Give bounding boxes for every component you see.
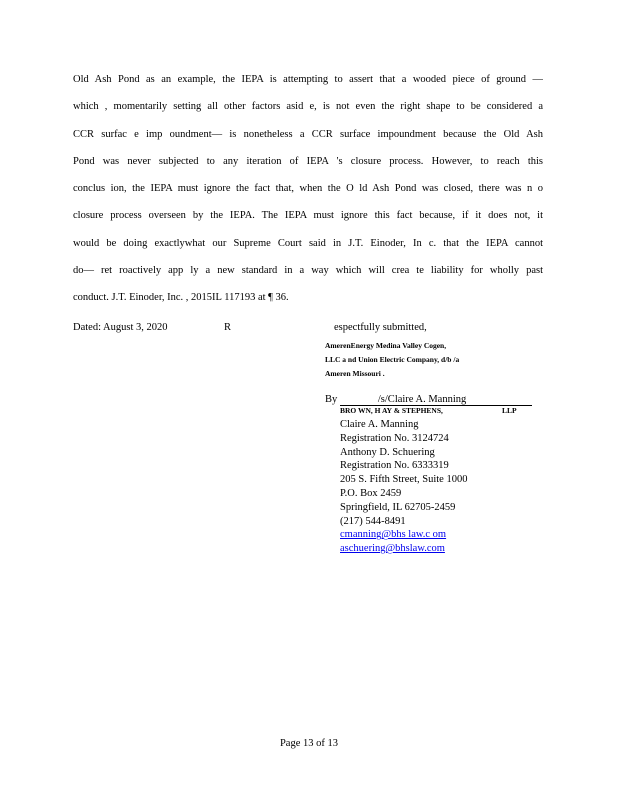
firm-name-text: BRO WN, H AY & STEPHENS, [340, 406, 443, 415]
body-line: would be doing exactlywhat our Supreme Court said in J.T. Einoder, In c. that the IEPA cannot [73, 237, 543, 249]
body-line: do— ret roactively app ly a new standard in a way which will crea te liability for wholly past [73, 265, 543, 277]
client-line: LLC a nd Union Electric Company, d/b /a [325, 355, 460, 364]
body-paragraph [73, 66, 543, 312]
firm-suffix: LLP [502, 406, 517, 415]
body-line: Pond was never subjected to any iteration of IEPA 's closure process. However, to reach this [73, 155, 543, 167]
body-line: which , momentarily setting all other factors asid e, is not even the right shape to be considered a [73, 101, 543, 113]
attorney-line: 205 S. Fifth Street, Suite 1000 [340, 474, 468, 486]
email-link-cmanning[interactable]: cmanning@bhs law.c om [340, 529, 447, 541]
respectfully-initial: R [224, 322, 232, 333]
body-line: closure process overseen by the IEPA. The IEPA must ignore this fact because, if it does not, it [73, 210, 543, 222]
signature-line [325, 394, 532, 406]
attorney-line: Anthony D. Schuering [340, 446, 435, 458]
respectfully-rest: espectfully submitted, [334, 322, 427, 333]
respectfully-submitted [224, 322, 427, 333]
email-link-aschuering[interactable]: aschuering@bhslaw.com [340, 543, 445, 555]
body-line: CCR surfac e imp oundment— is nonetheless a CCR surface impoundment because the Old Ash [73, 128, 543, 140]
by-label: By [325, 394, 338, 405]
attorney-line: P.O. Box 2459 [340, 487, 402, 499]
attorney-line: Springfield, IL 62705-2459 [340, 501, 456, 513]
body-line: Old Ash Pond as an example, the IEPA is attempting to assert that a wooded piece of ground — [73, 74, 543, 85]
attorney-line: Registration No. 6333319 [340, 460, 449, 472]
client-line: AmerenEnergy Medina Valley Cogen, [325, 341, 447, 350]
attorney-line: Registration No. 3124724 [340, 432, 449, 444]
page-number: Page 13 of 13 [279, 738, 339, 749]
client-name [325, 339, 565, 381]
attorney-line: Claire A. Manning [340, 419, 419, 430]
body-line: conduct. J.T. Einoder, Inc. , 2015IL 117193 at ¶ 36. [73, 292, 289, 304]
attorney-line: (217) 544-8491 [340, 515, 406, 527]
body-line: conclus ion, the IEPA must ignore the fact that, when the O ld Ash Pond was closed, there was n o [73, 183, 543, 195]
client-line: Ameren Missouri . [325, 369, 385, 378]
firm-name [340, 406, 520, 415]
attorney-block [340, 418, 467, 556]
dated-line: Dated: August 3, 2020 [73, 322, 168, 333]
signature-text: /s/Claire A. Manning [340, 394, 532, 406]
